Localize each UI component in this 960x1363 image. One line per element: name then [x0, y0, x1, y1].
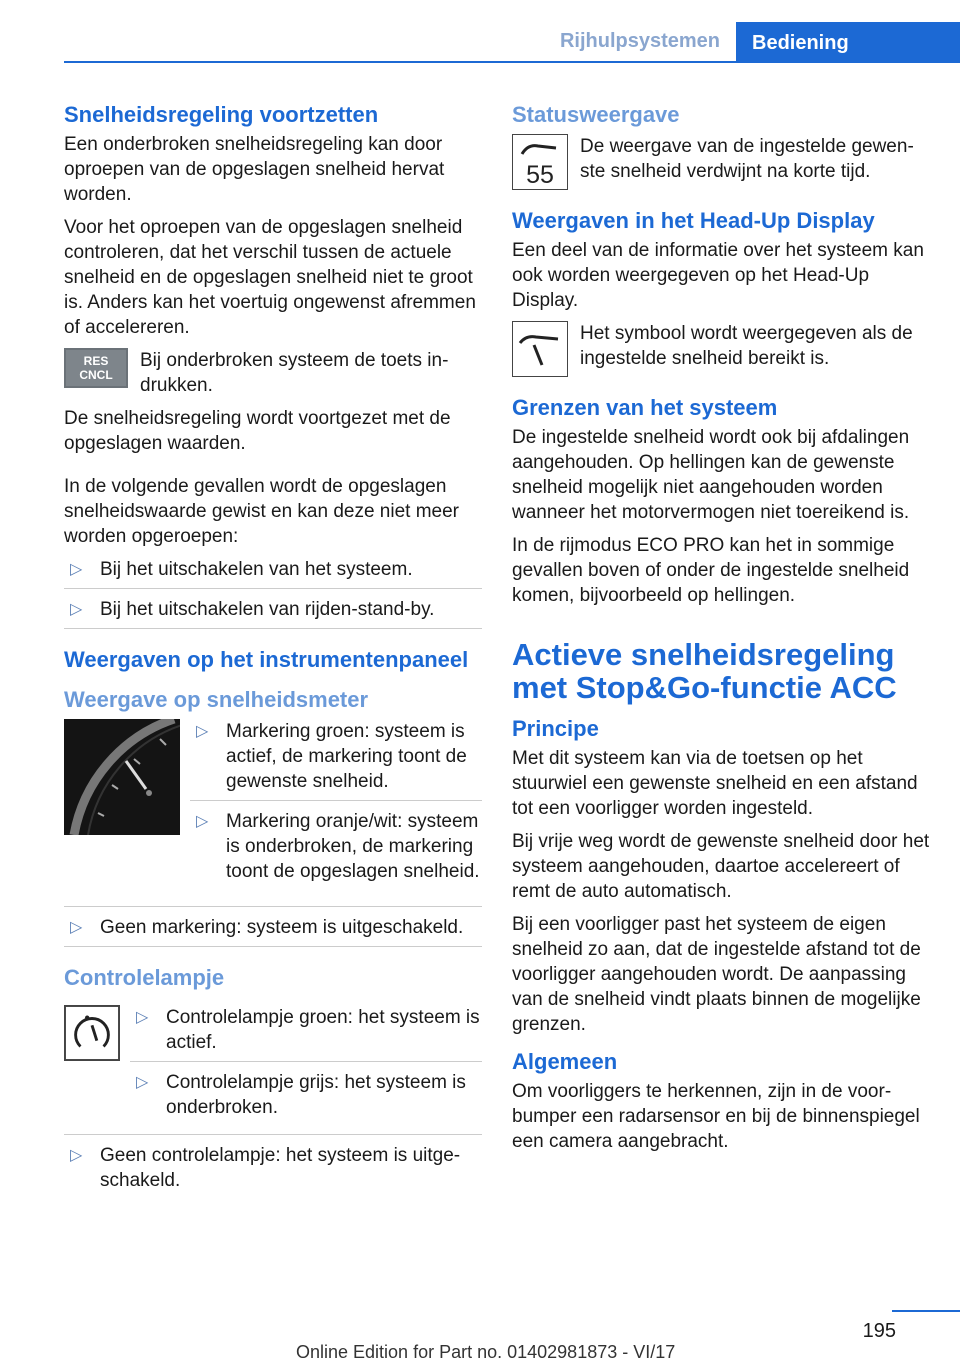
triangle-bullet-icon: ▷: [136, 1009, 149, 1026]
right-column: [512, 102, 932, 1162]
heading-speedometer: Weergave op snelheidsmeter: [64, 687, 369, 712]
triangle-bullet-icon: ▷: [70, 919, 83, 936]
cruise-indicator-icon: [64, 1005, 120, 1061]
status-text: De weergave van de ingestelde gewenste snelheid verdwijnt na korte tijd.: [580, 136, 914, 182]
status-speed-value: 55: [526, 161, 554, 189]
speedometer-off-list: [64, 906, 482, 947]
paragraph: In de volgende gevallen wordt de opgeslagen snelheidswaarde gewist en kan deze niet meer worden opgeroepen:: [64, 476, 460, 547]
paragraph: Voor het oproepen van de opgeslagen snelheid controleren, dat het verschil tussen de actuele snelheid en de opgeslagen snelheid niet te groot is. Anders kan het voertuig ongewenst afremmen of accelereren.: [64, 217, 476, 338]
header-rule: [64, 61, 960, 63]
paragraph: Met dit systeem kan via de toetsen op het stuurwiel een gewenste snelheid en een afstand tot een voorligger worden ingesteld.: [512, 748, 918, 819]
heading-displays: Weergaven op het instrumentenpaneel: [64, 647, 469, 672]
list-item: ▷ Markering groen: systeem is actief, de markering toont de gewenste snelheid.: [190, 719, 482, 801]
list-item: ▷ Geen controlelampje: het systeem is uitgeschakeld.: [70, 1145, 461, 1191]
speedometer-row: [64, 719, 482, 898]
triangle-bullet-icon: ▷: [70, 1147, 83, 1164]
paragraph: Een onderbroken snelheidsregeling kan door oproepen van de opgeslagen snelheid hervat worden.: [64, 134, 445, 205]
speed-status-icon: [512, 134, 568, 190]
speedometer-image: [64, 719, 180, 835]
hud-text: Het symbool wordt weergegeven als de ingestelde snelheid bereikt is.: [580, 323, 913, 369]
res-cncl-button-icon: [64, 348, 128, 388]
res-label: RES: [83, 354, 109, 368]
paragraph: Een deel van de informatie over het systeem kan ook worden weergegeven op het Head-Up Display.: [512, 240, 924, 311]
heading-resume: Snelheidsregeling voortzetten: [64, 102, 379, 127]
list-item: ▷ Controlelampje groen: het systeem is actief.: [130, 1005, 482, 1062]
deletion-list: [64, 557, 482, 629]
triangle-bullet-icon: ▷: [70, 601, 83, 618]
heading-acc: Actieve snelheidsregeling met Stop&Go-functie ACC: [512, 637, 897, 705]
paragraph: Bij vrije weg wordt de gewenste snelheid door het systeem aangehouden, daartoe accelereert of remt de auto automatisch.: [512, 831, 930, 902]
triangle-bullet-icon: ▷: [136, 1074, 149, 1091]
heading-principle: Principe: [512, 716, 599, 741]
triangle-bullet-icon: ▷: [70, 561, 83, 578]
speedometer-list: [190, 719, 482, 898]
triangle-bullet-icon: ▷: [196, 813, 209, 830]
heading-status: Statusweergave: [512, 102, 680, 127]
list-item: ▷ Bij het uitschakelen van het systeem.: [64, 557, 482, 589]
indicator-row: [64, 1005, 482, 1126]
status-row: [512, 134, 932, 190]
cncl-label: CNCL: [79, 368, 113, 382]
heading-general: Algemeen: [512, 1049, 618, 1074]
left-column: [64, 102, 482, 1199]
paragraph: Om voorliggers te herkennen, zijn in de voorbumper een radarsensor en bij de binnenspiegel een camera aangebracht.: [512, 1081, 920, 1152]
page-number: 195: [862, 1320, 896, 1342]
heading-limits: Grenzen van het systeem: [512, 395, 778, 420]
page-header: [0, 0, 960, 62]
paragraph: De ingestelde snelheid wordt ook bij afdalingen aangehouden. Op hellingen kan de gewenste snelheid mogelijk niet aangehouden worden wanneer het motorvermogen niet toereikend is.: [512, 427, 910, 523]
hud-row: [512, 321, 932, 377]
page-footer: [64, 1310, 960, 1362]
footer-rule: [892, 1310, 960, 1312]
section-label: Rijhulpsystemen: [559, 30, 720, 52]
paragraph: De snelheidsregeling wordt voortgezet met de opgeslagen waarden.: [64, 408, 451, 454]
chapter-tab: Bediening: [736, 22, 960, 62]
paragraph: In de rijmodus ECO PRO kan het in sommige gevallen boven of onder de ingestelde snelheid komen, bijvoorbeeld op hellingen.: [512, 535, 910, 606]
res-instruction: Bij onderbroken systeem de toets indrukken.: [140, 350, 449, 396]
indicator-off-list: [64, 1134, 482, 1199]
indicator-list: [130, 1005, 482, 1126]
list-item: ▷ Geen markering: systeem is uitgeschakeld.: [64, 915, 482, 947]
hud-speed-icon: [512, 321, 568, 377]
res-button-row: [64, 348, 482, 398]
edition-note: Online Edition for Part no. 01402981873 - VI/17: [296, 1342, 676, 1362]
list-item: ▷ Markering oranje/wit: systeem is onderbroken, de markering toont de opgeslagen snelheid.: [196, 811, 480, 882]
heading-hud: Weergaven in het Head-Up Display: [512, 208, 875, 233]
triangle-bullet-icon: ▷: [196, 723, 209, 740]
list-item: ▷ Controlelampje grijs: het systeem is onderbroken.: [136, 1072, 466, 1118]
paragraph: Bij een voorligger past het systeem de eigen snelheid zo aan, dat de ingestelde afstand tot de voorligger aangehouden wordt. De aanpassing van de snelheid vindt plaats binnen de mogelijke grenzen.: [512, 914, 921, 1035]
heading-indicator-lamp: Controlelampje: [64, 965, 225, 990]
list-item: ▷ Bij het uitschakelen van rijden-stand-by.: [64, 597, 482, 629]
